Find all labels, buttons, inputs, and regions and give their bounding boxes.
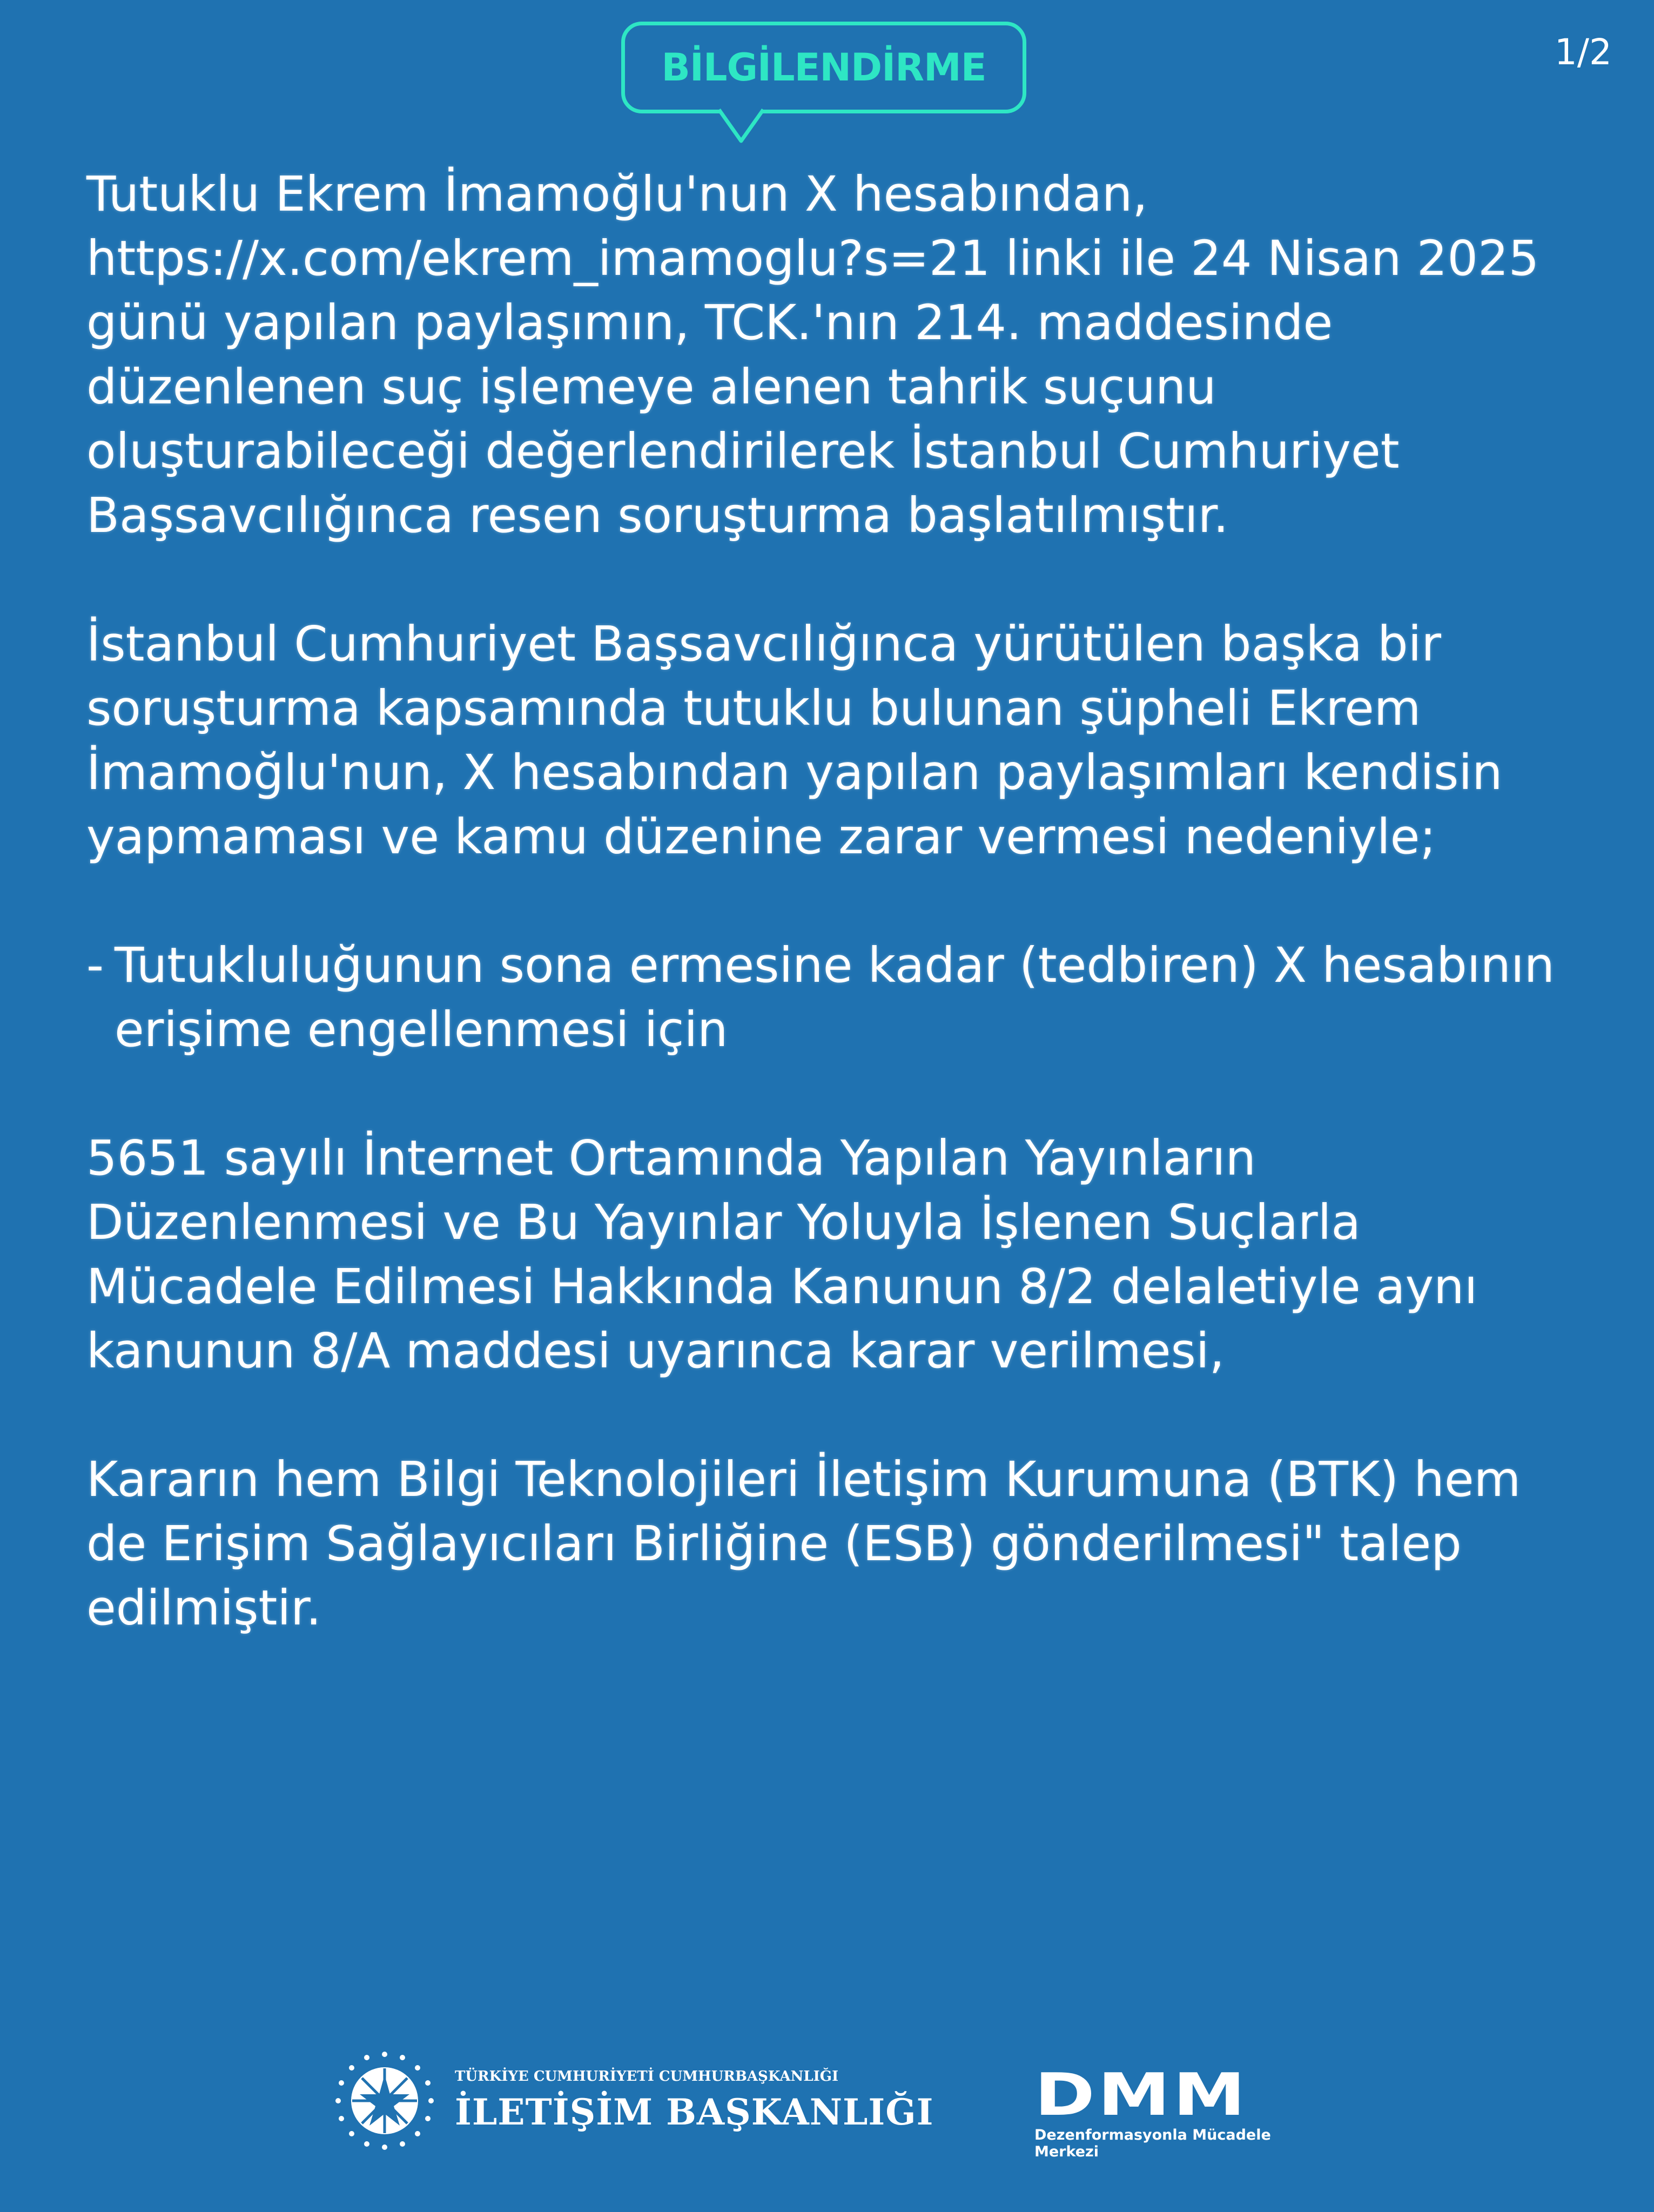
dmm-subtitle: Dezenformasyonla Mücadele Merkezi: [1034, 2127, 1271, 2160]
badge-label: BİLGİLENDİRME: [621, 22, 1026, 113]
announcement-body: [86, 162, 1583, 1704]
bullet-dash: -: [86, 937, 104, 993]
footer: [0, 2036, 1654, 2160]
paragraph-law: 5651 sayılı İnternet Ortamında Yapılan Yayınların Düzenlenmesi ve Bu Yayınlar Yoluyla İşlenen Suçlarla Mücadele Edilmesi Hakkında Kanunun 8/2 delaletiyle aynı kanunun 8/A maddesi uyarınca karar verilmesi,: [86, 1130, 1478, 1379]
iletisim-subtitle: TÜRKİYE CUMHURİYETİ CUMHURBAŞKANLIĞI: [455, 2068, 839, 2085]
bullet-text: Tutukluluğunun sona ermesine kadar (tedbiren) X hesabının erişime engellenmesi için: [115, 937, 1555, 1057]
star-emblem-icon: [331, 2047, 439, 2155]
iletisim-title: İLETİŞİM BAŞKANLIĞI: [455, 2091, 934, 2133]
page-counter: 1/2: [1554, 31, 1612, 73]
paragraph-request: Kararın hem Bilgi Teknolojileri İletişim Kurumuna (BTK) hem de Erişim Sağlayıcıları Birliğine (ESB) gönderilmesi" talep edilmiştir.: [86, 1451, 1521, 1636]
dmm-wordmark: DMM: [1034, 2061, 1248, 2129]
info-badge: [621, 22, 1033, 154]
paragraph-reason: İstanbul Cumhuriyet Başsavcılığınca yürütülen başka bir soruşturma kapsamında tutuklu bulunan şüpheli Ekrem İmamoğlu'nun, X hesabından yapılan paylaşımları kendisin yapmaması ve kamu düzenine zarar vermesi nedeniyle;: [86, 616, 1503, 865]
dmm-logo: [1034, 2061, 1337, 2160]
iletisim-logo: [331, 2047, 934, 2155]
list-item: [86, 933, 1583, 1062]
paragraph-investigation: Tutuklu Ekrem İmamoğlu'nun X hesabından, https://x.com/ekrem_imamoglu?s=21 linki ile 24 Nisan 2025 günü yapılan paylaşımın, TCK.'nın 214. maddesinde düzenlenen suç işlemeye alenen tahrik suçunu oluşturabileceği değerlendirilerek İstanbul Cumhuriyet Başsavcılığınca resen soruşturma başlatılmıştır.: [86, 166, 1539, 543]
